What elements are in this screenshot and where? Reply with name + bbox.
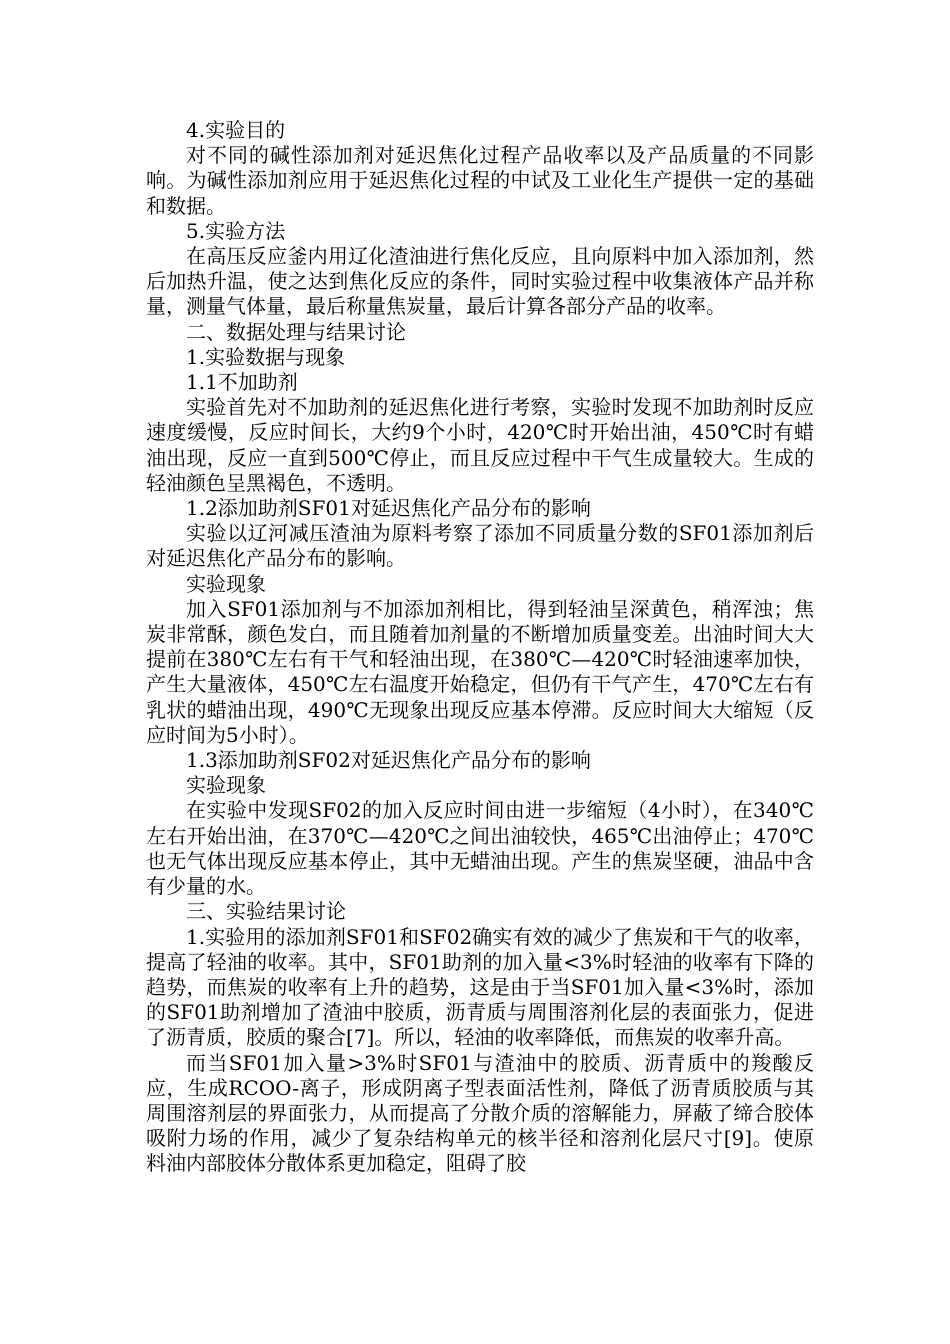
chapter-heading-data-processing: 二、数据处理与结果讨论	[186, 319, 406, 344]
paragraph-experiment-purpose: 对不同的碱性添加剂对延迟焦化过程产品收率以及产品质量的不同影响。为碱性添加剂应用于延迟焦化过程的中试及工业化生产提供一定的基础和数据。	[146, 143, 814, 218]
paragraph-results-1: 1.实验用的添加剂SF01和SF02确实有效的减少了焦炭和干气的收率，提高了轻油的收率。其中，SF01助剂的加入量<3%时轻油的收率有下降的趋势，而焦炭的收率有上升的趋势，这是由于当SF01加入量<3%时，添加的SF01助剂增加了渣油中胶质，沥青质与周围溶剂化层的表面张力，促进了沥青质，胶质的聚合[7]。所以，轻油的收率降低，而焦炭的收率升高。	[146, 924, 814, 1050]
paragraph-no-additive: 实验首先对不加助剂的延迟焦化进行考察，实验时发现不加助剂时反应速度缓慢，反应时间长，大约9个小时，420℃时开始出油，450℃时有蜡油出现，反应一直到500℃停止，而且反应过程中干气生成量较大。生成的轻油颜色呈黑褐色，不透明。	[146, 395, 814, 495]
section-heading-experiment-purpose: 4.实验目的	[186, 118, 286, 142]
paragraph-results-2: 而当SF01加入量>3%时SF01与渣油中的胶质、沥青质中的羧酸反应，生成RCOO-离子，形成阴离子型表面活性剂，降低了沥青质胶质与其周围溶剂层的界面张力，从而提高了分散介质的溶解能力，屏蔽了缔合胶体吸附力场的作用，减少了复杂结构单元的核半径和溶剂化层尺寸[9]。使原料油内部胶体分散体系更加稳定，阻碍了胶	[146, 1050, 814, 1176]
chapter-heading-results-discussion: 三、实验结果讨论	[186, 899, 346, 924]
section-heading-data-phenomena: 1.实验数据与现象	[186, 344, 346, 369]
subsection-heading-sf01: 1.2添加助剂SF01对延迟焦化产品分布的影响	[186, 496, 591, 521]
paragraph-experiment-method: 在高压反应釜内用辽化渣油进行焦化反应，且向原料中加入添加剂，然后加热升温，使之达到焦化反应的条件，同时实验过程中收集液体产品并称量，测量气体量，最后称量焦炭量，最后计算各部分产品的收率。	[146, 244, 814, 319]
paragraph-sf01-phenomena: 加入SF01添加剂与不加添加剂相比，得到轻油呈深黄色，稍浑浊；焦炭非常酥，颜色发白，而且随着加剂量的不断增加质量变差。出油时间大大提前在380℃左右有干气和轻油出现，在380℃—420℃时轻油速率加快，产生大量液体，450℃左右温度开始稳定，但仍有干气产生，470℃左右有乳状的蜡油出现，490℃无现象出现反应基本停滞。反应时间大大缩短（反应时间为5小时）。	[146, 596, 814, 747]
section-heading-experiment-method: 5.实验方法	[186, 218, 286, 243]
document-page	[146, 118, 814, 1177]
label-phenomena-sf01: 实验现象	[186, 571, 266, 596]
paragraph-sf02-phenomena: 在实验中发现SF02的加入反应时间由进一步缩短（4小时），在340℃左右开始出油，在370℃—420℃之间出油较快，465℃出油停止；470℃也无气体出现反应基本停止，其中无蜡油出现。产生的焦炭坚硬，油品中含有少量的水。	[146, 798, 814, 899]
subsection-heading-sf02: 1.3添加助剂SF02对延迟焦化产品分布的影响	[186, 748, 591, 773]
label-phenomena-sf02: 实验现象	[186, 773, 266, 798]
subsection-heading-no-additive: 1.1不加助剂	[186, 370, 298, 395]
paragraph-sf01-intro: 实验以辽河减压渣油为原料考察了添加不同质量分数的SF01添加剂后对延迟焦化产品分布的影响。	[146, 521, 814, 571]
